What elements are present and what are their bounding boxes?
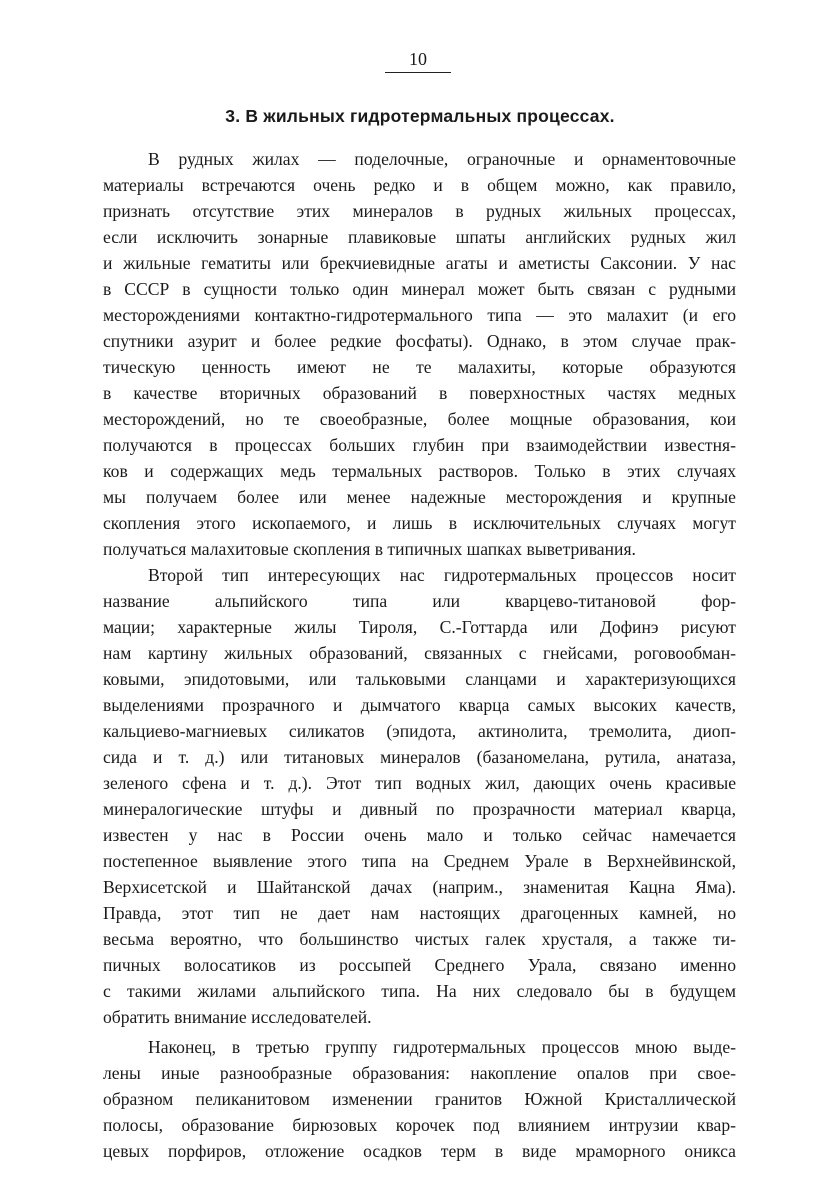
paragraph-3-line-1: Наконец, в третью группу гидротермальных процессов мною выде-: [148, 1037, 736, 1057]
paragraph-1-line-5: и жильные гематиты или брекчиевидные агаты и аметисты Саксонии. У нас: [103, 253, 736, 273]
paragraph-2-line-1: Второй тип интересующих нас гидротермальных процессов носит: [148, 565, 736, 585]
page-number-rule: [385, 72, 451, 73]
paragraph-1-line-1: В рудных жилах — поделочные, ограночные и орнаментовочные: [148, 149, 736, 169]
paragraph-2-line-15: весьма вероятно, что большинство чистых галек хрусталя, а также ти-: [103, 929, 736, 949]
paragraph-1-line-14: мы получаем более или менее надежные месторождения и крупные: [103, 487, 736, 507]
paragraph-2-line-16: пичных волосатиков из россыпей Среднего Урала, связано именно: [103, 955, 736, 975]
paragraph-1-line-7: месторождениями контактно-гидротермального типа — это малахит (и его: [103, 305, 736, 325]
paragraph-2-line-2: название альпийского типа или кварцево-титановой фор-: [103, 591, 736, 611]
paragraph-3-line-4: полосы, образование бирюзовых корочек под влиянием интрузии квар-: [103, 1115, 736, 1135]
paragraph-2-line-7: кальциево-магниевых силикатов (эпидота, актинолита, тремолита, диоп-: [103, 721, 736, 741]
paragraph-1-line-12: получаются в процессах больших глубин при взаимодействии известня-: [103, 435, 736, 455]
paragraph-1-line-9: тическую ценность имеют не те малахиты, которые образуются: [103, 357, 736, 377]
paragraph-2-line-6: выделениями прозрачного и дымчатого кварца самых высоких качеств,: [103, 695, 736, 715]
paragraph-2-line-9: зеленого сфена и т. д.). Этот тип водных жил, дающих очень красивые: [103, 773, 736, 793]
paragraph-2-line-11: известен у нас в России очень мало и только сейчас намечается: [103, 825, 736, 845]
paragraph-3-line-3: образном пеликанитовом изменении гранитов Южной Кристаллической: [103, 1089, 736, 1109]
paragraph-2-line-10: минералогические штуфы и дивный по прозрачности материал кварца,: [103, 799, 736, 819]
paragraph-3-line-2: лены иные разнообразные образования: накопление опалов при свое-: [103, 1063, 736, 1083]
paragraph-1-line-3: признать отсутствие этих минералов в рудных жильных процессах,: [103, 201, 736, 221]
paragraph-1-line-6: в СССР в сущности только один минерал может быть связан с рудными: [103, 279, 736, 299]
paragraph-1-line-13: ков и содержащих медь термальных растворов. Только в этих случаях: [103, 461, 736, 481]
paragraph-2-line-3: мации; характерные жилы Тироля, С.-Готтарда или Дофинэ рисуют: [103, 617, 736, 637]
paragraph-1-line-4: если исключить зонарные плавиковые шпаты английских рудных жил: [103, 227, 736, 247]
paragraph-2-line-17: с такими жилами альпийского типа. На них следовало бы в будущем: [103, 981, 736, 1001]
paragraph-1-line-16: получаться малахитовые скопления в типичных шапках выветривания.: [103, 539, 636, 559]
paragraph-2-line-5: ковыми, эпидотовыми, или тальковыми сланцами и характеризующихся: [103, 669, 736, 689]
paragraph-3-line-5: цевых порфиров, отложение осадков терм в виде мраморного оникса: [103, 1141, 736, 1161]
paragraph-1-line-11: месторождений, но те своеобразные, более мощные образования, кои: [103, 409, 736, 429]
paragraph-2-line-14: Правда, этот тип не дает нам настоящих драгоценных камней, но: [103, 903, 736, 923]
paragraph-2-line-12: постепенное выявление этого типа на Среднем Урале в Верхнейвинской,: [103, 851, 736, 871]
paragraph-1-line-10: в качестве вторичных образований в поверхностных частях медных: [103, 383, 736, 403]
paragraph-1-line-8: спутники азурит и более редкие фосфаты). Однако, в этом случае прак-: [103, 331, 736, 351]
paragraph-2-line-18: обратить внимание исследователей.: [103, 1007, 372, 1027]
paragraph-1-line-15: скопления этого ископаемого, и лишь в исключительных случаях могут: [103, 513, 736, 533]
paragraph-2-line-13: Верхисетской и Шайтанской дачах (наприм., знаменитая Кацна Яма).: [103, 877, 736, 897]
paragraph-2-line-8: сида и т. д.) или титановых минералов (базаномелана, рутила, анатаза,: [103, 747, 736, 767]
section-heading: 3. В жильных гидротермальных процессах.: [225, 106, 615, 126]
paragraph-2-line-4: нам картину жильных образований, связанных с гнейсами, роговообман-: [103, 643, 736, 663]
paragraph-1-line-2: материалы встречаются очень редко и в общем можно, как правило,: [103, 175, 736, 195]
page-number: 10: [409, 49, 427, 69]
